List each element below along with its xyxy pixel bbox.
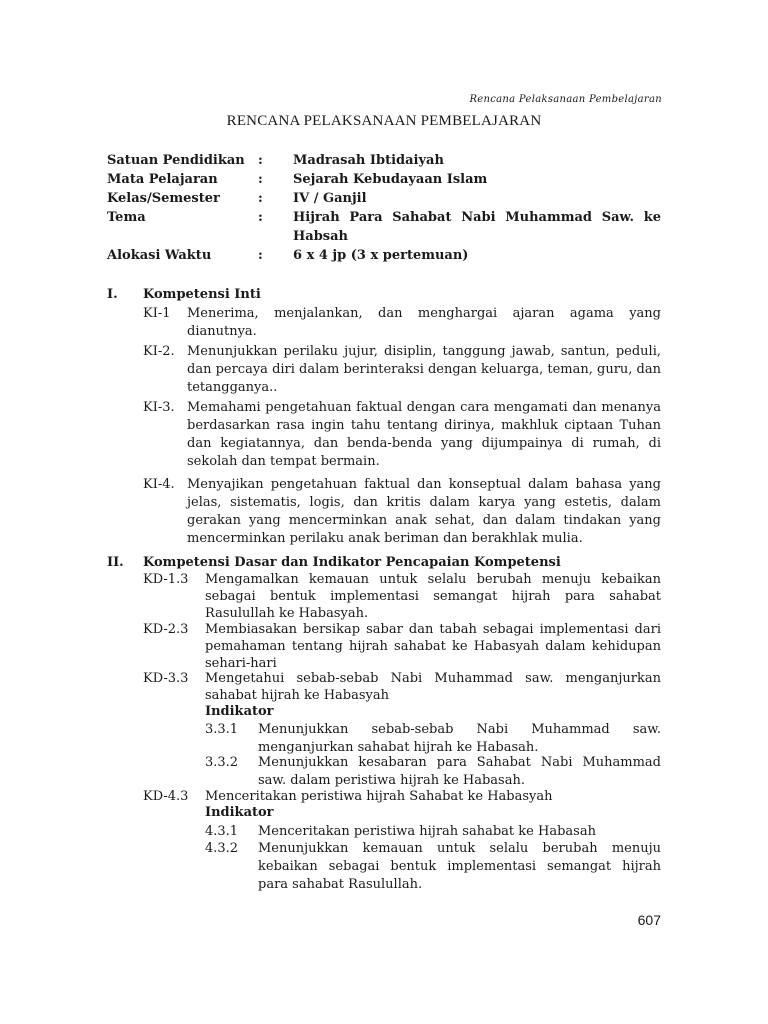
ki-code: KI-1 <box>143 306 171 321</box>
identity-label: Satuan Pendidikan <box>107 153 245 168</box>
section-title: Kompetensi Inti <box>143 287 261 302</box>
identity-label: Alokasi Waktu <box>107 248 212 263</box>
kd-code: KD-3.3 <box>143 671 189 686</box>
identity-colon: : <box>258 248 263 263</box>
kd-text: Menceritakan peristiwa hijrah Sahabat ke Habasyah <box>205 789 553 804</box>
kd-text: Mengamalkan kemauan untuk selalu berubah menuju kebaikan sebagai bentuk implementasi semangat hijrah para sahabat Rasulullah ke Habasyah. <box>205 572 661 621</box>
kd-code: KD-2.3 <box>143 622 189 637</box>
section-title: Kompetensi Dasar dan Indikator Pencapaian Kompetensi <box>143 555 561 570</box>
indikator-code: 4.3.1 <box>205 824 239 839</box>
kd-code: KD-4.3 <box>143 789 189 804</box>
identity-label: Kelas/Semester <box>107 191 220 206</box>
ki-text: Memahami pengetahuan faktual dengan cara mengamati dan menanya berdasarkan rasa ingin tahu tentang dirinya, makhluk ciptaan Tuhan dan kegiatannya, dan benda-benda yang dijumpainya di rumah, di sekolah dan tempat bermain. <box>187 400 661 469</box>
kd-code: KD-1.3 <box>143 572 189 587</box>
ki-text: Menyajikan pengetahuan faktual dan konseptual dalam bahasa yang jelas, sistematis, logis, dan kritis dalam karya yang estetis, dalam gerakan yang mencerminkan anak sehat, dan dalam tindakan yang mencerminkan perilaku anak beriman dan berakhlak mulia. <box>187 477 661 546</box>
ki-text: Menunjukkan perilaku jujur, disiplin, tanggung jawab, santun, peduli, dan percaya diri dalam berinteraksi dengan keluarga, teman, guru, dan tetangganya.. <box>187 344 661 395</box>
identity-colon: : <box>258 172 263 187</box>
identity-value: Sejarah Kebudayaan Islam <box>293 172 488 187</box>
section-number: I. <box>107 287 118 302</box>
identity-value: Hijrah Para Sahabat Nabi Muhammad Saw. ke Habsah <box>293 210 661 244</box>
indikator-text: Menunjukkan sebab-sebab Nabi Muhammad saw. menganjurkan sahabat hijrah ke Habasah. <box>258 722 661 755</box>
page-number: 607 <box>637 912 661 928</box>
identity-label: Mata Pelajaran <box>107 172 218 187</box>
ki-code: KI-3. <box>143 400 175 415</box>
indikator-text: Menunjukkan kemauan untuk selalu berubah menuju kebaikan sebagai bentuk implementasi semangat hijrah para sahabat Rasulullah. <box>258 841 661 892</box>
ki-code: KI-4. <box>143 477 175 492</box>
kd-text: Membiasakan bersikap sabar dan tabah sebagai implementasi dari pemahaman tentang hijrah sahabat ke Habasyah dalam kehidupan sehari-hari <box>205 622 661 671</box>
identity-value: IV / Ganjil <box>293 191 367 206</box>
indikator-text: Menunjukkan kesabaran para Sahabat Nabi Muhammad saw. dalam peristiwa hijrah ke Habasah. <box>258 755 661 788</box>
indikator-code: 3.3.2 <box>205 755 239 770</box>
document-title: RENCANA PELAKSANAAN PEMBELAJARAN <box>226 113 542 129</box>
indikator-code: 4.3.2 <box>205 841 239 856</box>
identity-label: Tema <box>107 210 146 225</box>
running-header: Rencana Pelaksanaan Pembelajaran <box>469 94 662 105</box>
indikator-heading: Indikator <box>205 805 274 820</box>
indikator-heading: Indikator <box>205 704 274 719</box>
identity-value: 6 x 4 jp (3 x pertemuan) <box>293 248 469 263</box>
identity-colon: : <box>258 210 263 225</box>
ki-text: Menerima, menjalankan, dan menghargai ajaran agama yang dianutnya. <box>187 306 661 339</box>
indikator-text: Menceritakan peristiwa hijrah sahabat ke Habasah <box>258 824 596 839</box>
indikator-code: 3.3.1 <box>205 722 239 737</box>
identity-colon: : <box>258 191 263 206</box>
section-number: II. <box>107 555 124 570</box>
ki-code: KI-2. <box>143 344 175 359</box>
identity-colon: : <box>258 153 263 168</box>
identity-value: Madrasah Ibtidaiyah <box>293 153 444 168</box>
kd-text: Mengetahui sebab-sebab Nabi Muhammad saw. menganjurkan sahabat hijrah ke Habasyah <box>205 671 661 703</box>
